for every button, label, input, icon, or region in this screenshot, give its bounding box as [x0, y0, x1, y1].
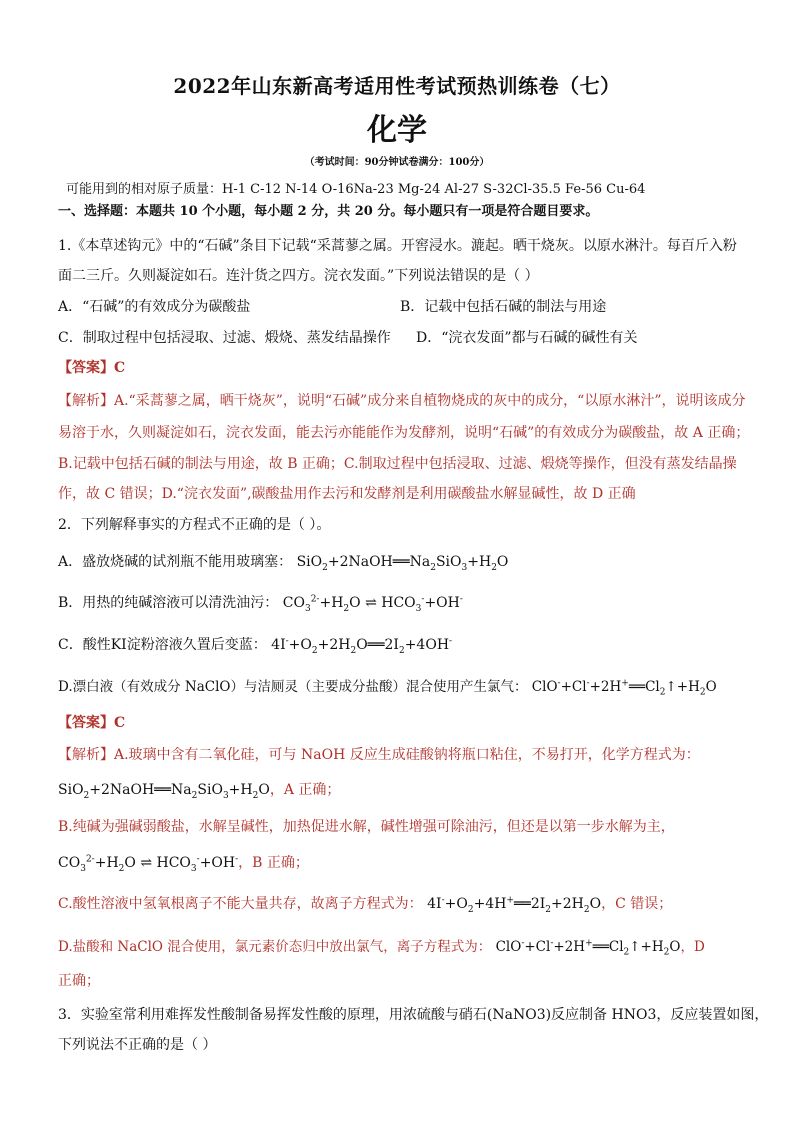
q2-analysis-c-line	[58, 894, 758, 914]
q1-answer: 【答案】C	[58, 360, 126, 376]
q2-option-d-text: D.漂白液（有效成分 NaClO）与洁厕灵（主要成分盐酸）混合使用产生氯气：	[58, 679, 528, 695]
q2-analysis-a-equation-line	[58, 780, 758, 800]
q2-analysis-d: D.盐酸和 NaClO 混合使用，氯元素价态归中放出氯气，离子方程式为：	[58, 939, 492, 955]
q2-analysis-a-end: ，A 正确；	[269, 782, 341, 798]
q1-option-d: D．“浣衣发面”都与石碱的碱性有关	[416, 330, 638, 346]
q2-option-b-text: B．用热的纯碱溶液可以清洗油污：	[58, 595, 279, 611]
q2-analysis-b-equation: $CO_3^{2-}+H_2O$ ⇌ $HCO_3^-+OH^-$	[58, 854, 239, 874]
q2-analysis-b-equation-line	[58, 853, 758, 873]
q2-option-a-text: A．盛放烧碱的试剂瓶不能用玻璃塞：	[58, 554, 293, 570]
q2-analysis-a-equation: $SiO_2+2NaOH══Na_2SiO_3+H_2O$	[58, 782, 270, 801]
q1-analysis-line-3: B.记载中包括石碱的制法与用途，故 B 正确；C.制取过程中包括浸取、过滤、煅烧等操作，但没有蒸发结晶操	[58, 456, 737, 472]
q2-analysis-c-end: ，C 错误；	[601, 896, 673, 912]
q2-option-a-equation: $SiO_2+2NaOH══Na_2SiO_3+H_2O$	[296, 554, 509, 573]
q1-analysis-line-1: 【解析】A.“采蒿蓼之属，晒干烧灰”，说明“石碱”成分来自植物烧成的灰中的成分，“以原水淋汁”，说明该成分	[58, 393, 746, 409]
q2-analysis-d-end: ，D	[680, 939, 705, 955]
exam-title: 2022年山东新高考适用性考试预热训练卷（七）	[173, 74, 621, 98]
q2-option-d-equation: $ClO^-+Cl^-+2H^+══Cl_2↑+H_2O$	[531, 678, 717, 698]
section-heading: 一、选择题：本题共 10 个小题，每小题 2 分，共 20 分。每小题只有一项是符合题目要求。	[58, 204, 599, 219]
q1-analysis-line-4: 作，故 C 错误；D.“浣衣发面”,碳酸盐用作去污和发酵剂是利用碳酸盐水解显碱性，故 D 正确	[58, 486, 636, 502]
q3-stem-line-1: 3．实验室常利用难挥发性酸制备易挥发性酸的原理，用浓硫酸与硝石(NaNO3)反应制备 HNO3，反应装置如图，	[58, 1007, 769, 1023]
subject-title: 化学	[367, 113, 427, 148]
q2-option-a	[58, 552, 758, 572]
q2-analysis-d-equation: $ClO^-+Cl^-+2H^+══Cl_2↑+H_2O$	[495, 938, 681, 958]
q2-option-c	[58, 635, 758, 655]
q1-stem-line-2: 面二三斤。久则凝淀如石。连汁货之四方。浣衣发面。”下列说法错误的是（ ）	[58, 268, 539, 284]
q2-analysis-a: 【解析】A.玻璃中含有二氧化硅，可与 NaOH 反应生成硅酸钠将瓶口粘住，不易打开，化学方程式为：	[58, 747, 700, 763]
q2-analysis-d-cont: 正确；	[58, 973, 100, 989]
q2-option-d	[58, 677, 758, 697]
q2-option-b	[58, 593, 758, 613]
q1-stem-line-1: 1.《本草述钩元》中的“石碱”条目下记载“采蒿蓼之属。开窖浸水。漉起。晒干烧灰。以原水淋汁。每百斤入粉	[58, 238, 737, 254]
q1-option-b: B．记载中包括石碱的制法与用途	[400, 299, 607, 315]
q2-analysis-b: B.纯碱为强碱弱酸盐，水解呈碱性，加热促进水解，碱性增强可除油污，但还是以第一步水解为主，	[58, 819, 675, 835]
q2-option-b-equation: $CO_3^{2-}+H_2O$ ⇌ $HCO_3^-+OH^-$	[282, 594, 463, 614]
exam-info: （考试时间：90分钟试卷满分：100分）	[304, 157, 490, 168]
atomic-masses: 可能用到的相对原子质量：H-1 C-12 N-14 O-16Na-23 Mg-24 Al-27 S-32Cl-35.5 Fe-56 Cu-64	[66, 182, 646, 197]
q1-analysis-line-2: 易溶于水，久则凝淀如石，浣衣发面，能去污亦能能作为发酵剂，说明“石碱”的有效成分为碳酸盐，故 A 正确；	[58, 425, 750, 441]
q2-option-c-equation: $4I^-+O_2+2H_2O══2I_2+4OH^-$	[271, 636, 453, 656]
q2-answer: 【答案】C	[58, 715, 126, 731]
q2-analysis-c-equation: $4I^-+O_2+4H^+══2I_2+2H_2O$	[427, 895, 602, 915]
q2-option-c-text: C．酸性KI淀粉溶液久置后变蓝：	[58, 637, 267, 653]
q1-option-a: A．“石碱”的有效成分为碳酸盐	[58, 299, 251, 315]
q2-analysis-c: C.酸性溶液中氢氧根离子不能大量共存，故离子方程式为：	[58, 896, 423, 912]
q3-stem-line-2: 下列说法不正确的是（ ）	[58, 1037, 217, 1053]
q2-analysis-d-line	[58, 937, 758, 957]
q2-stem: 2．下列解释事实的方程式不正确的是（ ）。	[58, 517, 331, 533]
q2-analysis-b-end: ，B 正确；	[238, 855, 309, 871]
q1-option-c: C．制取过程中包括浸取、过滤、煅烧、蒸发结晶操作	[58, 330, 391, 346]
